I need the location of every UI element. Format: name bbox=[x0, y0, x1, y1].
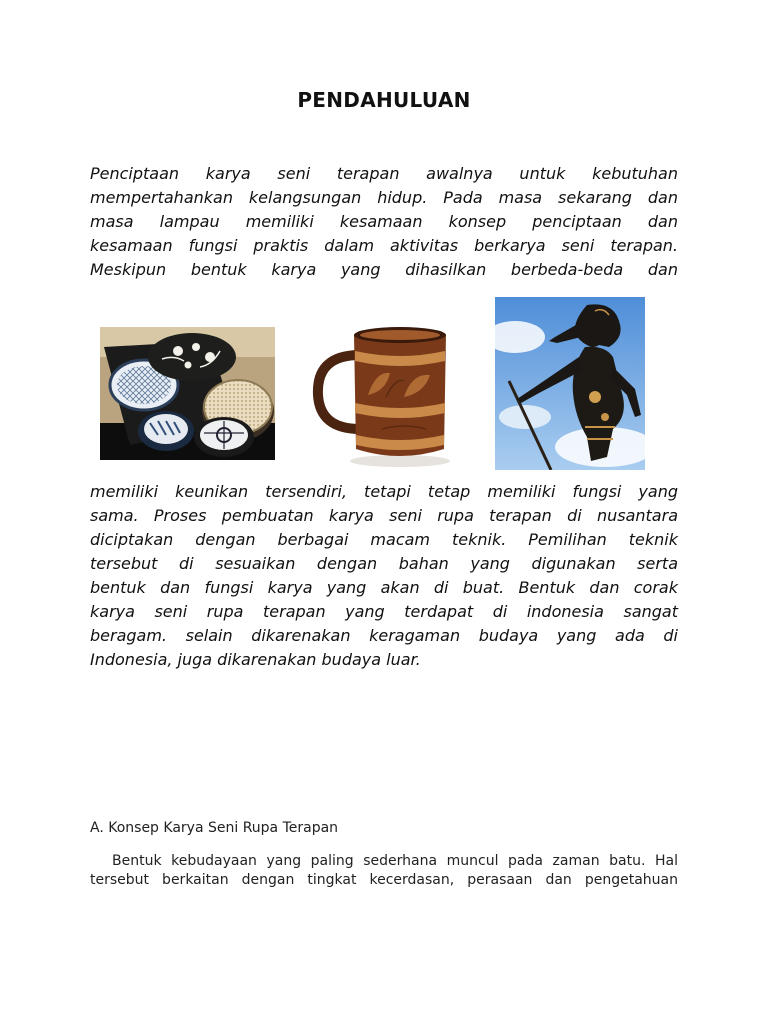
ceramic-plates-image bbox=[100, 327, 275, 460]
paragraph-line: mempertahankan kelangsungan hidup. Pada masa sekarang dan bbox=[90, 188, 678, 207]
paragraph-line: Meskipun bentuk karya yang dihasilkan berbeda-beda dan bbox=[90, 260, 678, 279]
paragraph-line: Penciptaan karya seni terapan awalnya untuk kebutuhan bbox=[90, 164, 678, 183]
paragraph-line: beragam. selain dikarenakan keragaman budaya yang ada di bbox=[90, 626, 678, 645]
section-paragraph bbox=[90, 852, 678, 890]
paragraph-line: masa lampau memiliki kesamaan konsep penciptaan dan bbox=[90, 212, 678, 231]
paragraph-line: Indonesia, juga dikarenakan budaya luar. bbox=[90, 650, 421, 669]
paragraph-line: tersebut berkaitan dengan tingkat kecerdasan, perasaan dan pengetahuan bbox=[90, 872, 678, 888]
page-title: PENDAHULUAN bbox=[297, 88, 471, 112]
paragraph-line: bentuk dan fungsi karya yang akan di buat. Bentuk dan corak bbox=[90, 578, 678, 597]
continued-paragraph bbox=[90, 480, 678, 672]
section-heading: A. Konsep Karya Seni Rupa Terapan bbox=[90, 820, 339, 836]
wayang-puppet-image bbox=[495, 297, 645, 470]
paragraph-line: tersebut di sesuaikan dengan bahan yang digunakan serta bbox=[90, 554, 678, 573]
paragraph-line: karya seni rupa terapan yang terdapat di indonesia sangat bbox=[90, 602, 678, 621]
carved-mug-image bbox=[308, 311, 459, 471]
paragraph-line: Bentuk kebudayaan yang paling sederhana muncul pada zaman batu. Hal bbox=[112, 853, 678, 869]
paragraph-line: kesamaan fungsi praktis dalam aktivitas berkarya seni terapan. bbox=[90, 236, 678, 255]
paragraph-line: sama. Proses pembuatan karya seni rupa terapan di nusantara bbox=[90, 506, 678, 525]
paragraph-line: diciptakan dengan berbagai macam teknik. Pemilihan teknik bbox=[90, 530, 678, 549]
intro-paragraph bbox=[90, 162, 678, 282]
paragraph-line: memiliki keunikan tersendiri, tetapi tetap memiliki fungsi yang bbox=[90, 482, 678, 501]
